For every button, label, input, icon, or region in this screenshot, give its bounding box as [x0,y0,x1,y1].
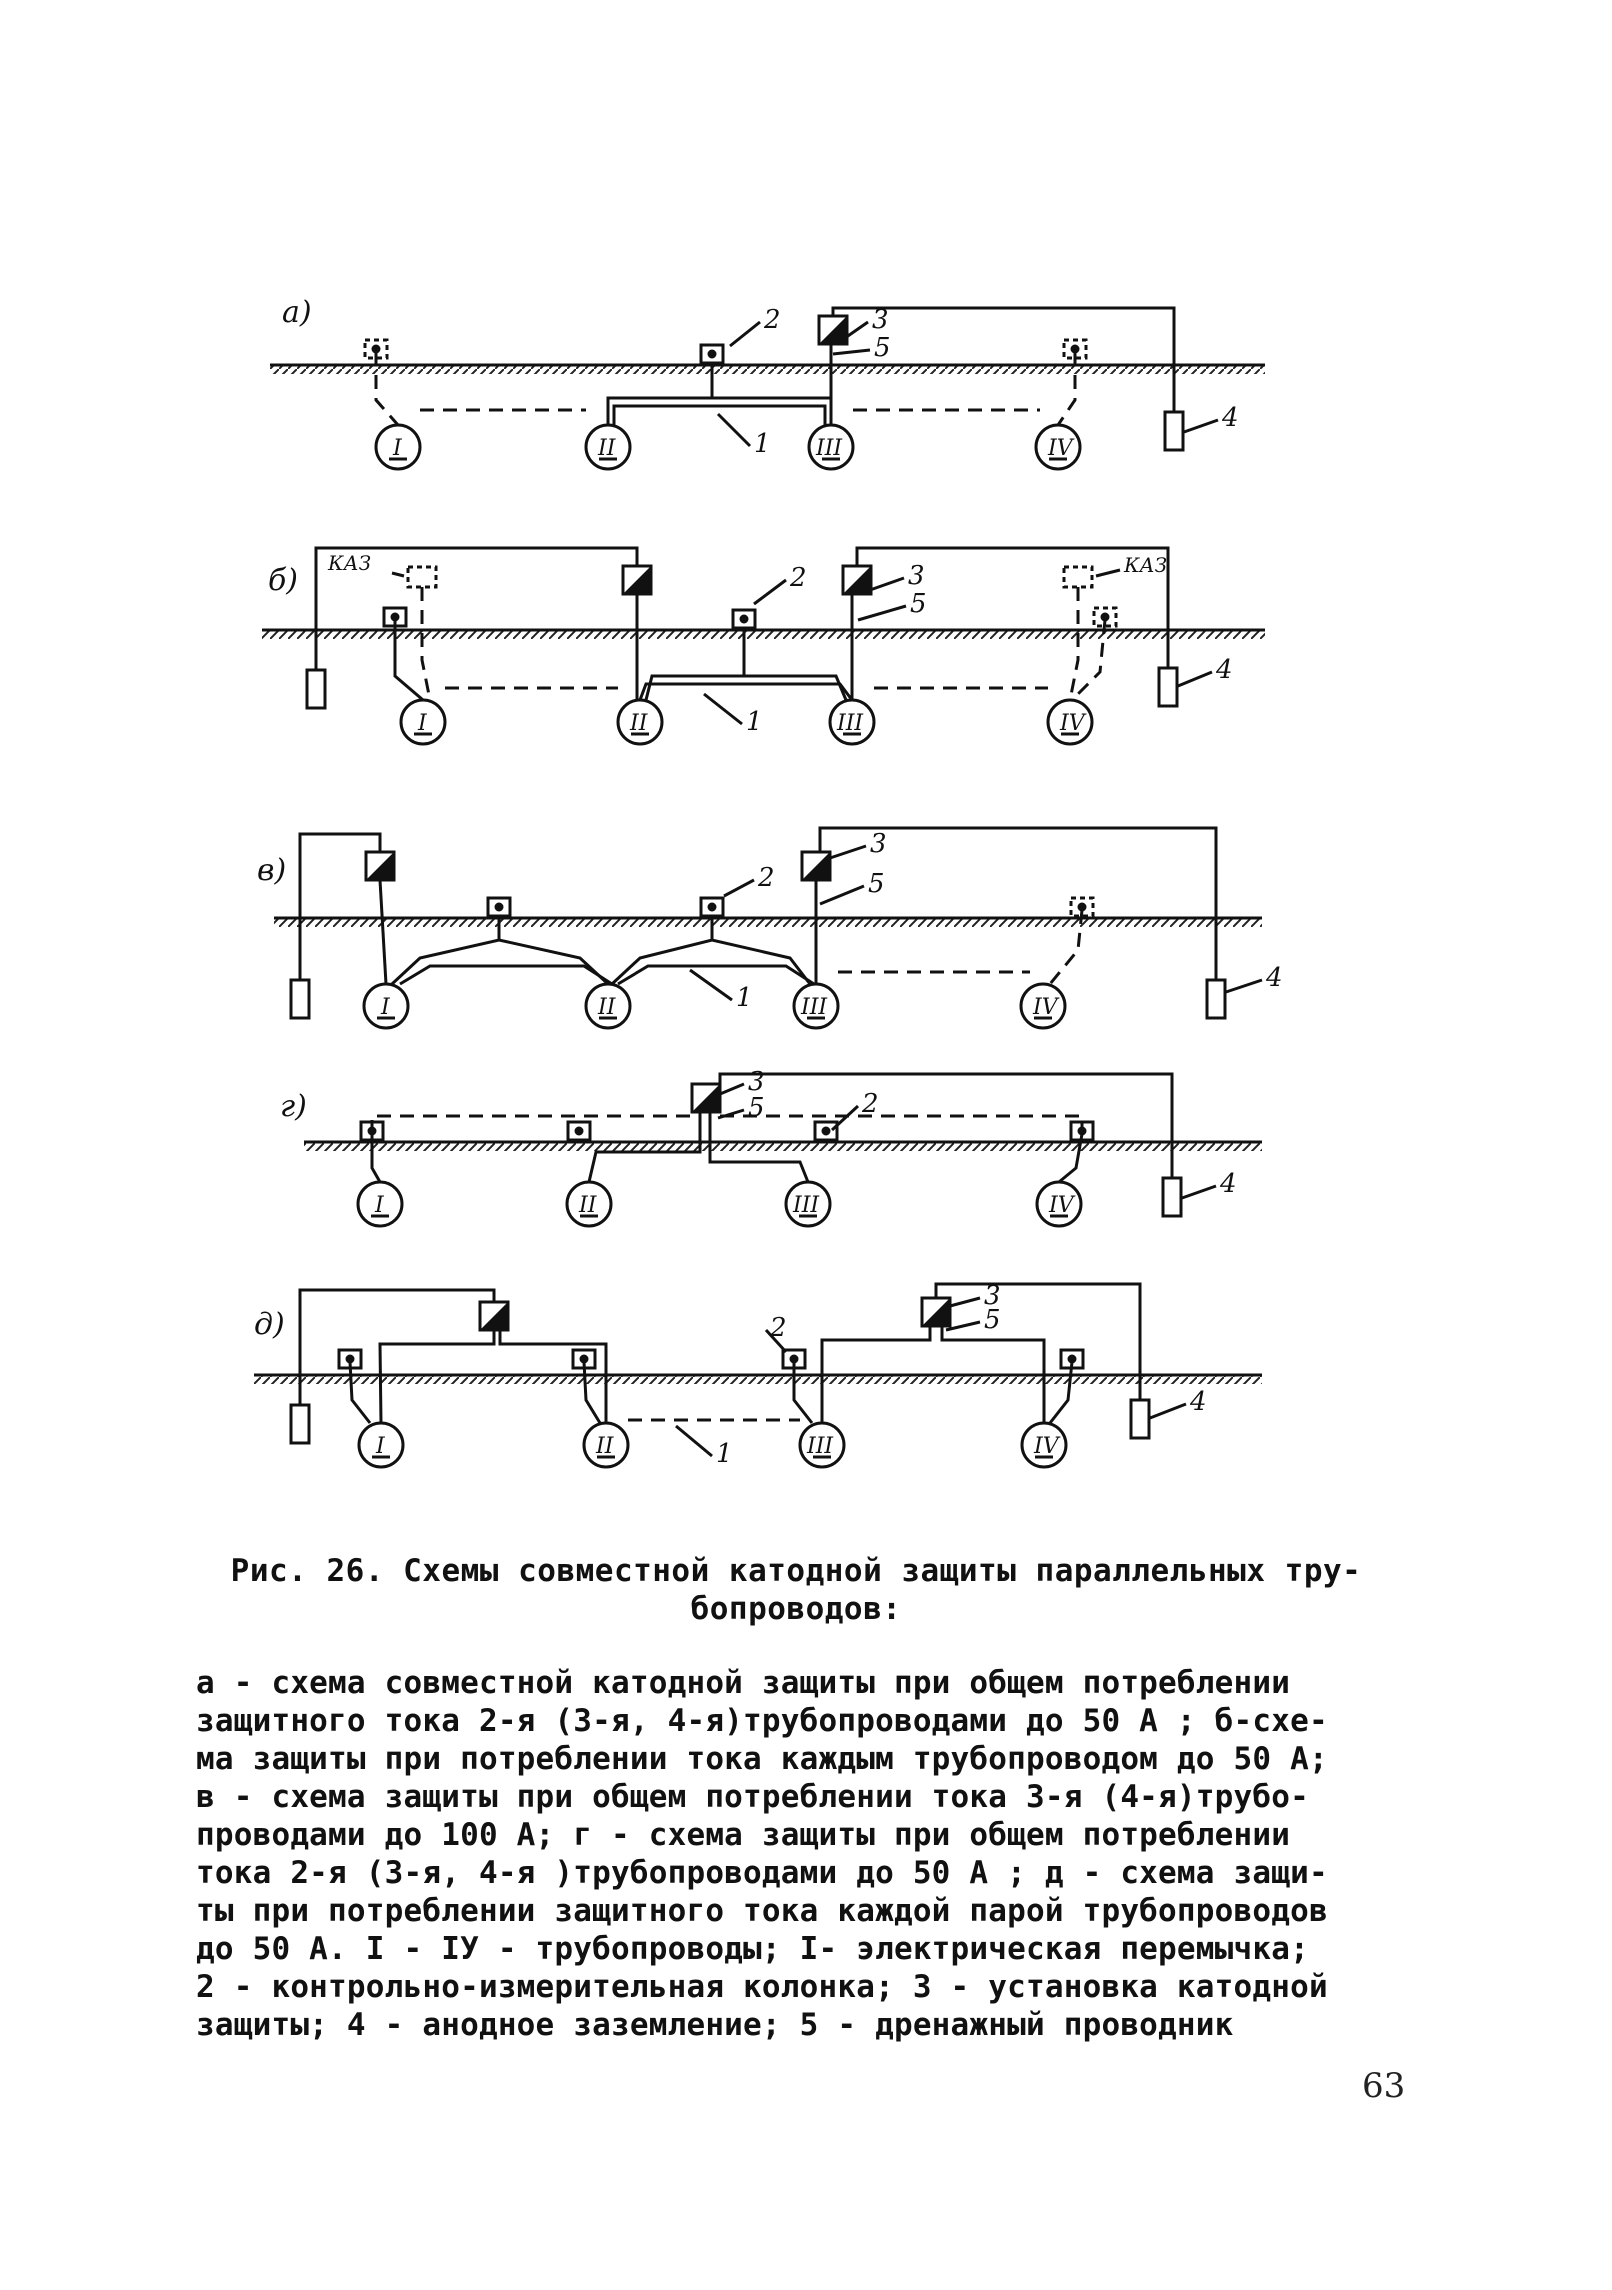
callout-leader [832,1106,858,1130]
callout-4: 4 [1220,1169,1237,1199]
cathodic-station [623,566,651,594]
drain-wire [1050,1362,1072,1423]
pipe-label: II [598,995,616,1020]
diagram-b [262,548,1265,744]
pipe-label: I [418,711,427,736]
cathodic-station [480,1302,508,1330]
callout-leader [950,1298,980,1306]
callout-leader [718,414,750,446]
pipe-I [364,984,408,1028]
pipe-label: II [630,711,648,736]
diagram-label: б) [268,563,299,598]
pipe-II [567,1182,611,1226]
callout-leader [1184,420,1218,432]
figure-caption [196,1552,1396,2044]
page-number: 63 [1362,2066,1406,2106]
pipe-label: II [579,1193,597,1218]
callout-2: 2 [790,563,807,593]
diagram-label: в) [257,853,287,888]
callout-2: 2 [770,1313,787,1343]
callout-4: 4 [1266,963,1283,993]
callout-4: 4 [1222,403,1239,433]
measuring-column [815,1122,837,1140]
callout-5: 5 [910,589,927,619]
callout-leader [754,580,786,604]
cathodic-station [922,1298,950,1326]
callout-leader [1178,672,1212,686]
bond-wire [400,966,612,984]
anode-ground [1163,1178,1181,1216]
kaz-label: КАЗ [1124,553,1168,577]
drain-wire [794,1362,812,1423]
diagram-label: г) [280,1089,307,1124]
kaz-box [1064,567,1092,587]
diagram-d [254,1281,1262,1469]
pipe-label: III [793,1193,820,1218]
callout-leader [870,578,904,590]
callout-4: 4 [1190,1387,1207,1417]
pipe-label: III [807,1434,834,1459]
pipe-label: IV [1048,436,1073,461]
anode-ground [1165,412,1183,450]
pipe-label: II [598,436,616,461]
diagram-label: а) [282,295,312,330]
measuring-column [701,898,723,916]
pipe-label: IV [1049,1193,1074,1218]
callout-1: 1 [736,983,753,1013]
callout-5: 5 [868,869,885,899]
callout-4: 4 [1216,655,1233,685]
pipe-label: IV [1034,1434,1059,1459]
callout-leader [858,606,906,620]
bond-wire [612,940,810,984]
caption-title: Рис. 26. Схемы совместной катодной защиты параллельных тру- бопроводов: [230,1553,1362,1627]
pipe-IV [1048,700,1092,744]
pipe-III [786,1182,830,1226]
callout-1: 1 [716,1439,733,1469]
pipe-III [800,1423,844,1467]
callout-leader [676,1426,712,1456]
cathodic-station [802,852,830,880]
drain-dashed [376,352,398,425]
bond-wire [608,398,831,425]
pipe-III [830,700,874,744]
connector-dashed [720,1116,1082,1134]
pipe-IV [1037,1182,1081,1226]
drain-dashed [1058,352,1075,425]
pipe-IV [1021,984,1065,1028]
callout-leader [720,1084,744,1094]
cathodic-station [819,316,847,344]
drain-dashed [1070,587,1078,700]
callout-2: 2 [764,305,781,335]
callout-3: 3 [748,1067,765,1097]
measuring-column [701,345,723,363]
callout-leader [830,846,866,858]
callout-leader [704,694,742,724]
pipe-I [358,1182,402,1226]
anode-ground [1131,1400,1149,1438]
kaz-box [408,567,436,587]
pipe-II [618,700,662,744]
bond-wire [618,966,814,984]
pipe-label: IV [1033,995,1058,1020]
drain-wire [380,880,386,984]
pipe-label: III [816,436,843,461]
callout-leader [820,886,864,904]
pipe-label: III [837,711,864,736]
pipe-label: I [375,1193,384,1218]
callout-3: 3 [870,829,887,859]
callout-leader [1226,980,1262,992]
measuring-column [733,610,755,628]
drain-wire [584,1362,600,1423]
callout-5: 5 [984,1305,1001,1335]
pipe-label: II [596,1434,614,1459]
callout-leader [724,880,754,896]
bond-wire [640,684,852,700]
callout-leader [690,970,732,1000]
callout-2: 2 [758,863,775,893]
callout-2: 2 [862,1089,879,1119]
pipe-IV [1022,1423,1066,1467]
pipe-I [376,425,420,469]
pipe-label: I [393,436,402,461]
diagram-v [257,828,1283,1028]
bond-wire [392,940,608,984]
pipe-II [586,425,630,469]
kaz-leader [392,573,404,576]
kaz-label: КАЗ [328,551,372,575]
pipe-I [401,700,445,744]
callout-3: 3 [872,305,889,335]
pipe-label: IV [1060,711,1085,736]
anode-ground [291,980,309,1018]
diagram-g [280,1067,1262,1226]
pipe-II [586,984,630,1028]
anode-cable [300,1290,494,1405]
callout-3: 3 [908,561,925,591]
cathodic-station [692,1084,720,1112]
kaz-leader [1096,570,1120,576]
pipe-label: III [801,995,828,1020]
callout-5: 5 [748,1093,765,1123]
caption-legend: а - схема совместной катодной защиты при общем потреблении защитного тока 2-я (3-я, 4-я)трубопроводами до 50 А ; б-схе- ма защиты при потреблении тока каждым трубопроводом до 50 А; в - схема защиты при общем потреблении тока 3-я (4-я)трубо- проводами до 100 А; г - схема защиты при общем потреблении тока 2-я (3-я, 4-я )трубопроводами до 50 А ; д - схема защи- ты при потреблении защитного тока каждой парой трубопроводов до 50 А. I - IУ - трубопроводы; I- электрическая перемычка; 2 - контрольно-измерительная колонка; 3 - установка катодной защиты; 4 - анодное заземление; 5 - дренажный проводник [196,1665,1328,2043]
pipe-IV [1036,425,1080,469]
pipe-III [809,425,853,469]
callout-1: 1 [746,707,763,737]
measuring-column [488,898,510,916]
callout-leader [1182,1186,1216,1198]
pipe-II [584,1423,628,1467]
pipe-label: I [381,995,390,1020]
callout-leader [730,322,760,346]
connector-dashed [372,1116,692,1134]
callout-leader [833,350,870,354]
anode-ground [1207,980,1225,1018]
anode-ground [291,1405,309,1443]
drain-wire [350,1362,370,1423]
bond-wire [646,676,846,700]
callout-5: 5 [874,333,891,363]
drain-dashed [422,587,430,700]
measuring-column [568,1122,590,1140]
cathodic-station [843,566,871,594]
anode-ground [1159,668,1177,706]
pipe-I [359,1423,403,1467]
cathodic-station [366,852,394,880]
diagram-a [270,295,1265,469]
pipe-III [794,984,838,1028]
callout-3: 3 [984,1281,1001,1311]
anode-ground [307,670,325,708]
diagram-label: д) [254,1307,285,1342]
callout-leader [1150,1404,1186,1418]
pipe-label: I [376,1434,385,1459]
callout-1: 1 [754,429,771,459]
